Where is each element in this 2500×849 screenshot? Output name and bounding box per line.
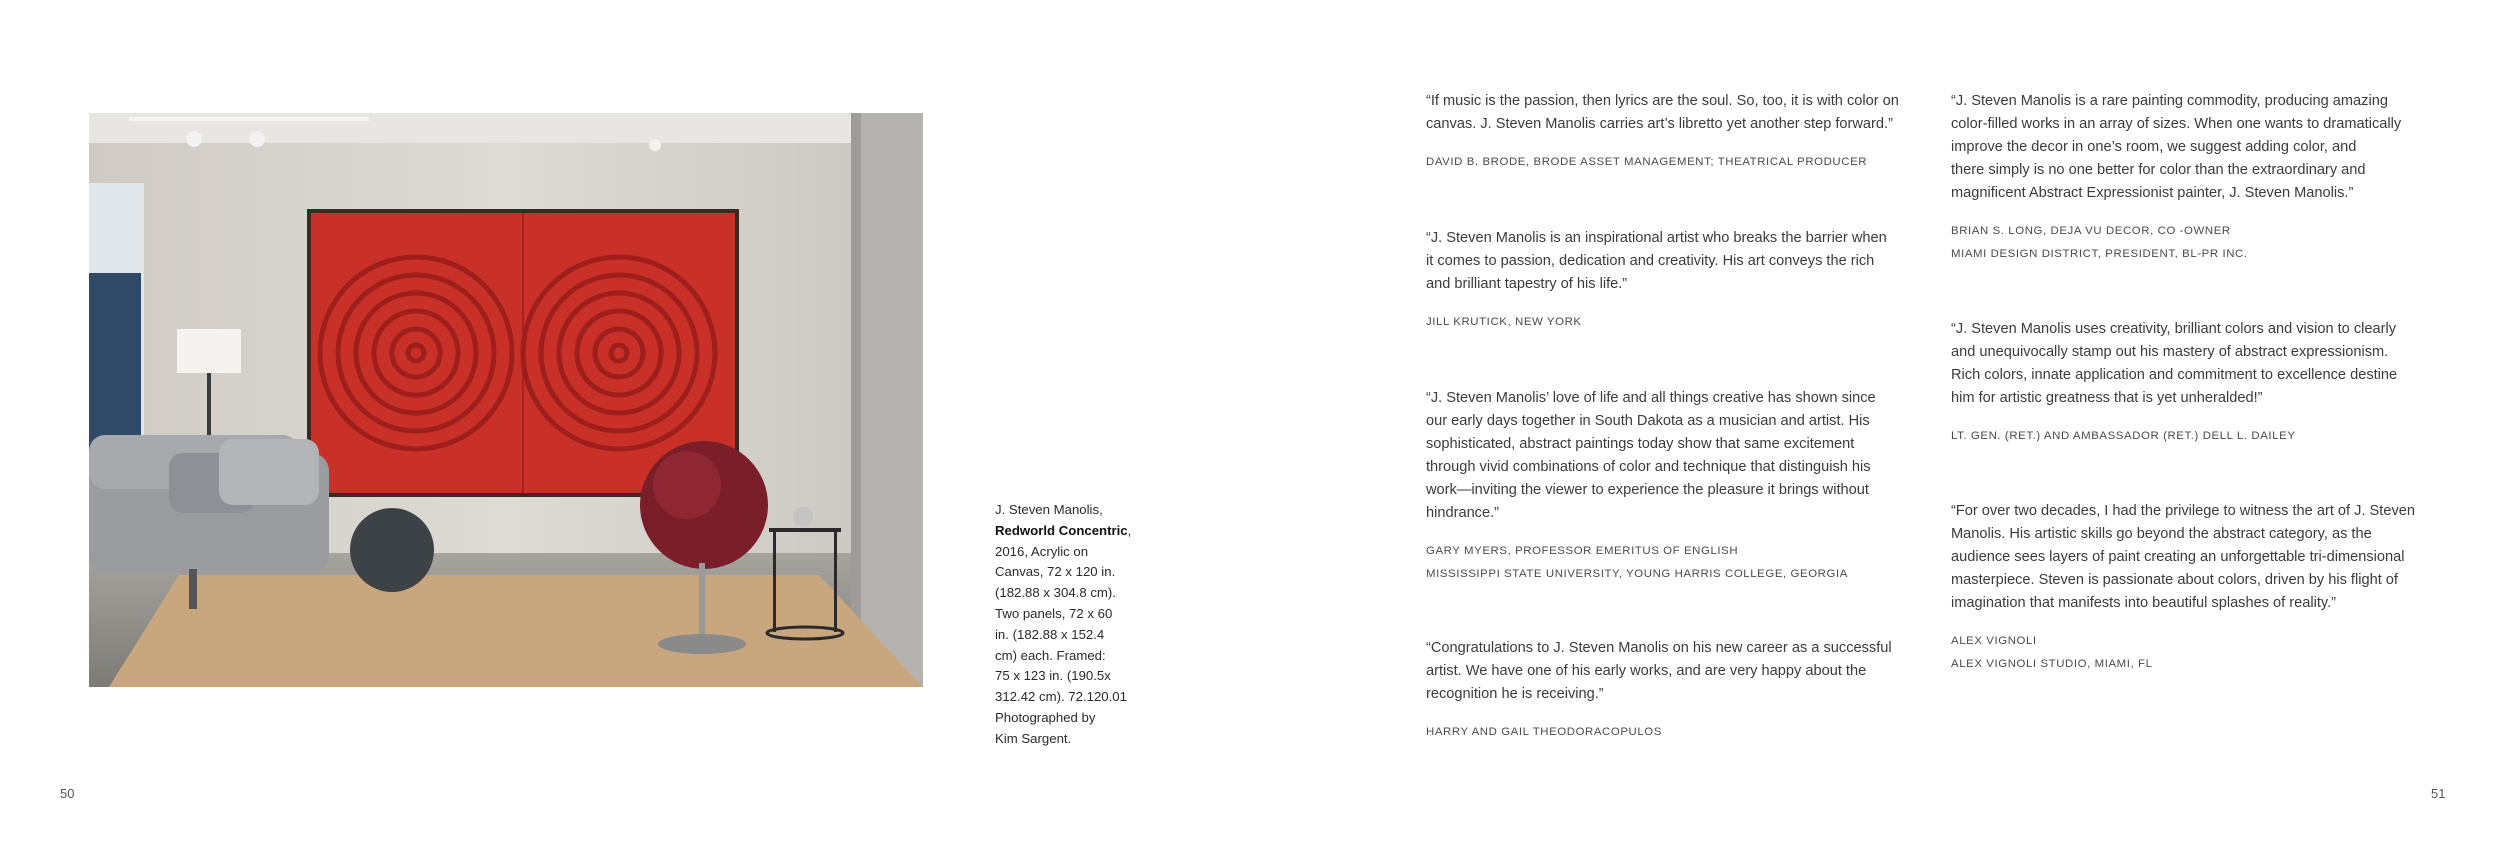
- side-table-leg: [834, 532, 837, 632]
- testimonial-attribution: [1426, 721, 1894, 744]
- quote-line: improve the decor in one’s room, we suggest adding color, and: [1951, 139, 2357, 155]
- quote-line: magnificent Abstract Expressionist painter, J. Steven Manolis.”: [1951, 185, 2354, 201]
- attribution-line: HARRY AND GAIL THEODORACOPULOS: [1426, 726, 1662, 738]
- quote-line: audience sees layers of paint creating an unforgettable tri-dimensional: [1951, 549, 2405, 565]
- testimonial-quote: [1426, 387, 1894, 525]
- testimonial: [1426, 387, 1894, 586]
- testimonial: [1426, 90, 1899, 174]
- quote-line: sophisticated, abstract paintings today show that same excitement: [1426, 436, 1855, 452]
- testimonial: [1951, 500, 2419, 676]
- testimonial-attribution: [1426, 151, 1894, 174]
- quote-line: it comes to passion, dedication and creativity. His art conveys the rich: [1426, 253, 1875, 269]
- testimonial: [1426, 637, 1894, 744]
- caption-line: Two panels, 72 x 60: [995, 605, 1113, 621]
- lamp-shade: [177, 329, 241, 373]
- testimonial: [1951, 318, 2419, 448]
- attribution-line: GARY MYERS, PROFESSOR EMERITUS OF ENGLISH: [1426, 545, 1739, 557]
- quote-line: our early days together in South Dakota as a musician and artist. His: [1426, 413, 1870, 429]
- quote-line: Rich colors, innate application and commitment to excellence destine: [1951, 367, 2398, 383]
- caption-title: Redworld Concentric: [995, 522, 1128, 538]
- sofa-leg: [189, 569, 197, 609]
- quote-line: him for artistic greatness that is yet unheralded!”: [1951, 390, 2263, 406]
- testimonial-attribution: [1951, 220, 2419, 266]
- testimonial-attribution: [1951, 630, 2419, 676]
- testimonial-quote: [1426, 637, 1894, 706]
- caption-line: Canvas, 72 x 120 in.: [995, 564, 1116, 580]
- caption-line: Kim Sargent.: [995, 730, 1072, 746]
- chair-base: [658, 634, 746, 654]
- artwork-caption: [995, 500, 1155, 750]
- flower-chair-petals: [653, 451, 721, 519]
- quote-line: “For over two decades, I had the privilege to witness the art of J. Steven: [1951, 503, 2415, 519]
- side-table-leg: [773, 532, 776, 632]
- artwork-photo: [89, 113, 923, 687]
- quote-line: “If music is the passion, then lyrics are the soul. So, too, it is with color on: [1426, 93, 1899, 109]
- ottoman: [350, 508, 434, 592]
- testimonial-quote: [1951, 318, 2419, 410]
- quote-line: and unequivocally stamp out his mastery of abstract expressionism.: [1951, 344, 2389, 360]
- quote-line: Manolis. His artistic skills go beyond the abstract category, as the: [1951, 526, 2372, 542]
- caption-line: in. (182.88 x 152.4: [995, 626, 1105, 642]
- attribution-line: JILL KRUTICK, NEW YORK: [1426, 316, 1582, 328]
- room-scene-illustration: [89, 113, 923, 687]
- page-number-left: 50: [60, 786, 75, 801]
- testimonial-quote: [1426, 90, 1899, 136]
- quote-line: recognition he is receiving.”: [1426, 686, 1604, 702]
- testimonial-quote: [1951, 500, 2419, 615]
- column-shadow: [851, 113, 861, 687]
- caption-line: Photographed by: [995, 709, 1096, 725]
- testimonial-attribution: [1426, 540, 1894, 586]
- caption-line: (182.88 x 304.8 cm).: [995, 585, 1116, 601]
- quote-line: color-filled works in an array of sizes. When one wants to dramatically: [1951, 116, 2402, 132]
- blue-panel: [89, 273, 141, 453]
- quote-line: artist. We have one of his early works, and are very happy about the: [1426, 663, 1867, 679]
- quote-line: “J. Steven Manolis’ love of life and all things creative has shown since: [1426, 390, 1876, 406]
- quote-line: imagination that manifests into beautiful splashes of reality.”: [1951, 595, 2337, 611]
- quote-line: hindrance.”: [1426, 505, 1500, 521]
- quote-line: masterpiece. Steven is passionate about colors, driven by his flight of: [1951, 572, 2398, 588]
- concrete-column: [851, 113, 923, 687]
- decor-sphere: [793, 507, 813, 527]
- attribution-line: BRIAN S. LONG, DEJA VU DECOR, CO -OWNER: [1951, 225, 2231, 237]
- caption-artist: J. Steven Manolis,: [995, 502, 1103, 517]
- testimonial-quote: [1426, 227, 1894, 296]
- attribution-line: ALEX VIGNOLI: [1951, 635, 2037, 647]
- attribution-line: DAVID B. BRODE, BRODE ASSET MANAGEMENT; THEATRICAL PRODUCER: [1426, 156, 1868, 168]
- quote-line: “Congratulations to J. Steven Manolis on his new career as a successful: [1426, 640, 1892, 656]
- attribution-line: MISSISSIPPI STATE UNIVERSITY, YOUNG HARRIS COLLEGE, GEORGIA: [1426, 568, 1848, 580]
- quote-line: and brilliant tapestry of his life.”: [1426, 276, 1628, 292]
- spotlight: [649, 139, 661, 151]
- quote-line: through vivid combinations of color and technique that distinguish his: [1426, 459, 1871, 475]
- quote-line: “J. Steven Manolis is a rare painting commodity, producing amazing: [1951, 93, 2388, 109]
- quote-line: there simply is no one better for color than the extraordinary and: [1951, 162, 2366, 178]
- testimonial-attribution: [1951, 425, 2419, 448]
- caption-title-line: [995, 521, 1155, 542]
- lamp-pole: [207, 373, 211, 443]
- page-number-right: 51: [2431, 786, 2446, 801]
- attribution-line: MIAMI DESIGN DISTRICT, PRESIDENT, BL-PR INC.: [1951, 248, 2248, 260]
- attribution-line: LT. GEN. (RET.) AND AMBASSADOR (RET.) DELL L. DAILEY: [1951, 430, 2296, 442]
- attribution-line: ALEX VIGNOLI STUDIO, MIAMI, FL: [1951, 658, 2153, 670]
- quote-line: work—inviting the viewer to experience the pleasure it brings without: [1426, 482, 1869, 498]
- track-rail: [129, 117, 369, 121]
- rug: [109, 575, 923, 687]
- caption-line: 75 x 123 in. (190.5x: [995, 668, 1111, 684]
- testimonial-quote: [1951, 90, 2419, 205]
- testimonial: [1951, 90, 2419, 266]
- caption-line: cm) each. Framed:: [995, 647, 1106, 663]
- spotlight: [186, 131, 202, 147]
- testimonial-attribution: [1426, 311, 1894, 334]
- cushion: [219, 439, 319, 505]
- quote-line: “J. Steven Manolis is an inspirational artist who breaks the barrier when: [1426, 230, 1887, 246]
- chair-stem: [699, 563, 705, 643]
- side-table-top: [769, 528, 841, 532]
- quote-line: “J. Steven Manolis uses creativity, brilliant colors and vision to clearly: [1951, 321, 2397, 337]
- caption-line: 2016, Acrylic on: [995, 543, 1089, 559]
- caption-line: 312.42 cm). 72.120.01: [995, 689, 1127, 705]
- spotlight: [249, 131, 265, 147]
- caption-title-suffix: ,: [1127, 522, 1132, 538]
- testimonial: [1426, 227, 1894, 334]
- quote-line: canvas. J. Steven Manolis carries art’s libretto yet another step forward.”: [1426, 116, 1893, 132]
